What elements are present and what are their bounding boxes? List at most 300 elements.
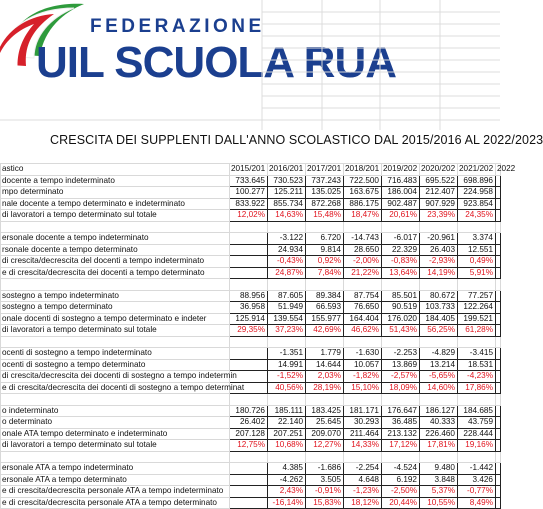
value-cell[interactable] xyxy=(230,474,268,486)
table-row xyxy=(1,256,501,268)
value-cell[interactable]: 21,22% xyxy=(344,267,382,279)
row-label-cell[interactable]: docente a tempo indeterminato xyxy=(1,175,230,187)
uil-scuola-logo xyxy=(0,0,500,118)
value-cell[interactable] xyxy=(496,325,501,337)
table-row xyxy=(1,313,501,325)
value-cell[interactable]: -6.017 xyxy=(382,233,420,245)
table-row xyxy=(1,463,501,475)
value-cell[interactable]: 199.521 xyxy=(458,313,496,325)
value-cell[interactable]: 14.991 xyxy=(268,359,306,371)
value-cell[interactable] xyxy=(496,175,501,187)
table-row xyxy=(1,198,501,210)
table-row xyxy=(1,302,501,314)
value-cell[interactable] xyxy=(496,474,501,486)
value-cell[interactable]: -0,91% xyxy=(306,486,344,498)
value-cell[interactable]: 66.593 xyxy=(306,302,344,314)
value-cell[interactable]: -3.122 xyxy=(268,233,306,245)
value-cell[interactable]: 855.734 xyxy=(268,198,306,210)
value-cell[interactable] xyxy=(344,336,382,348)
value-cell[interactable] xyxy=(344,394,382,406)
value-cell[interactable] xyxy=(496,394,501,406)
table-row xyxy=(1,325,501,337)
row-label-cell[interactable] xyxy=(1,279,230,291)
value-cell[interactable] xyxy=(420,279,458,291)
row-label-cell[interactable] xyxy=(1,394,230,406)
value-cell[interactable]: 14,60% xyxy=(420,382,458,394)
value-cell[interactable] xyxy=(268,279,306,291)
value-cell[interactable]: -1.630 xyxy=(344,348,382,360)
value-cell[interactable] xyxy=(496,279,501,291)
value-cell[interactable]: -1,52% xyxy=(268,371,306,383)
value-cell[interactable]: 923.854 xyxy=(458,198,496,210)
value-cell[interactable]: -2,50% xyxy=(382,486,420,498)
value-cell[interactable]: 14.644 xyxy=(306,359,344,371)
value-cell[interactable]: 139.554 xyxy=(268,313,306,325)
value-cell[interactable]: -1,82% xyxy=(344,371,382,383)
value-cell[interactable]: -4.829 xyxy=(420,348,458,360)
value-cell[interactable]: -4,23% xyxy=(458,371,496,383)
value-cell[interactable] xyxy=(496,486,501,498)
value-cell[interactable] xyxy=(496,463,501,475)
value-cell[interactable]: 43.759 xyxy=(458,417,496,429)
value-cell[interactable] xyxy=(230,336,268,348)
table-row xyxy=(1,371,501,383)
column-header-cell[interactable]: 2017/201 xyxy=(306,164,344,176)
value-cell[interactable]: 907.929 xyxy=(420,198,458,210)
value-cell[interactable] xyxy=(496,348,501,360)
value-cell[interactable]: 207.251 xyxy=(268,428,306,440)
value-cell[interactable]: 51.949 xyxy=(268,302,306,314)
row-label-cell[interactable]: o indeterminato xyxy=(1,405,230,417)
value-cell[interactable] xyxy=(344,279,382,291)
value-cell[interactable]: 18.531 xyxy=(458,359,496,371)
value-cell[interactable] xyxy=(268,394,306,406)
row-label-cell[interactable]: ersonale ATA a tempo indeterminato xyxy=(1,463,230,475)
value-cell[interactable]: 18,09% xyxy=(382,382,420,394)
row-label-cell[interactable]: ersonale ATA a tempo determinato xyxy=(1,474,230,486)
value-cell[interactable]: 17,86% xyxy=(458,382,496,394)
value-cell[interactable] xyxy=(230,486,268,498)
value-cell[interactable]: 6.720 xyxy=(306,233,344,245)
value-cell[interactable] xyxy=(458,394,496,406)
value-cell[interactable]: 7,84% xyxy=(306,267,344,279)
value-cell[interactable] xyxy=(496,187,501,199)
value-cell[interactable]: 737.243 xyxy=(306,175,344,187)
value-cell[interactable] xyxy=(230,267,268,279)
value-cell[interactable] xyxy=(268,451,306,463)
table-row xyxy=(1,451,501,463)
row-label-cell[interactable] xyxy=(1,221,230,233)
table-row xyxy=(1,486,501,498)
value-cell[interactable]: 226.460 xyxy=(420,428,458,440)
value-cell[interactable] xyxy=(344,221,382,233)
value-cell[interactable]: 224.958 xyxy=(458,187,496,199)
table-row xyxy=(1,267,501,279)
value-cell[interactable]: 103.733 xyxy=(420,302,458,314)
value-cell[interactable]: 37,23% xyxy=(268,325,306,337)
row-label-cell[interactable] xyxy=(1,451,230,463)
value-cell[interactable] xyxy=(230,256,268,268)
value-cell[interactable]: 125.914 xyxy=(230,313,268,325)
value-cell[interactable]: 88.956 xyxy=(230,290,268,302)
value-cell[interactable]: 4.648 xyxy=(344,474,382,486)
table-row xyxy=(1,187,501,199)
value-cell[interactable] xyxy=(496,221,501,233)
value-cell[interactable]: 5,91% xyxy=(458,267,496,279)
logo-federazione-text: FEDERAZIONE xyxy=(90,16,265,37)
value-cell[interactable]: 17,81% xyxy=(420,440,458,452)
value-cell[interactable] xyxy=(458,279,496,291)
row-label-cell[interactable]: e di crescita/decrescita personale ATA a tempo indeterminato xyxy=(1,486,230,498)
row-label-cell[interactable]: ocenti di sostegno a tempo indeterminato xyxy=(1,348,230,360)
value-cell[interactable]: 25.645 xyxy=(306,417,344,429)
value-cell[interactable]: -2,57% xyxy=(382,371,420,383)
value-cell[interactable] xyxy=(496,233,501,245)
value-cell[interactable]: 28,19% xyxy=(306,382,344,394)
value-cell[interactable]: -5,65% xyxy=(420,371,458,383)
value-cell[interactable]: 13.214 xyxy=(420,359,458,371)
value-cell[interactable]: 207.128 xyxy=(230,428,268,440)
value-cell[interactable]: 26.402 xyxy=(230,417,268,429)
row-label-cell[interactable]: mpo determinato xyxy=(1,187,230,199)
value-cell[interactable]: 42,69% xyxy=(306,325,344,337)
value-cell[interactable] xyxy=(496,198,501,210)
table-row xyxy=(1,221,501,233)
value-cell[interactable] xyxy=(496,244,501,256)
logo-main-text: UIL SCUOLA RUA xyxy=(36,38,396,87)
value-cell[interactable]: 212.407 xyxy=(420,187,458,199)
value-cell[interactable]: 184.685 xyxy=(458,405,496,417)
value-cell[interactable] xyxy=(306,279,344,291)
table-row xyxy=(1,175,501,187)
value-cell[interactable] xyxy=(496,290,501,302)
value-cell[interactable]: 902.487 xyxy=(382,198,420,210)
value-cell[interactable]: 2,03% xyxy=(306,371,344,383)
value-cell[interactable]: 186.127 xyxy=(420,405,458,417)
value-cell[interactable]: 100.277 xyxy=(230,187,268,199)
value-cell[interactable]: 26.403 xyxy=(420,244,458,256)
value-cell[interactable]: -3.415 xyxy=(458,348,496,360)
value-cell[interactable]: 176.020 xyxy=(382,313,420,325)
value-cell[interactable] xyxy=(496,302,501,314)
value-cell[interactable]: 183.425 xyxy=(306,405,344,417)
table-row xyxy=(1,359,501,371)
row-label-cell[interactable]: di crescita/decrescita del docenti a tempo indeterminato xyxy=(1,256,230,268)
value-cell[interactable]: -0,77% xyxy=(458,486,496,498)
value-cell[interactable]: 89.384 xyxy=(306,290,344,302)
table-row xyxy=(1,336,501,348)
row-label-cell[interactable]: e di crescita/decrescita dei docenti di sostegno a tempo determinat xyxy=(2,382,245,392)
value-cell[interactable]: 5,37% xyxy=(420,486,458,498)
value-cell[interactable] xyxy=(306,394,344,406)
value-cell[interactable]: 0,49% xyxy=(458,256,496,268)
value-cell[interactable]: 4.385 xyxy=(268,463,306,475)
row-label-cell[interactable]: ersonale docente a tempo indeterminato xyxy=(1,233,230,245)
table-row xyxy=(1,290,501,302)
row-label-cell[interactable]: e di crescita/decrescita personale ATA a tempo determinato xyxy=(1,497,230,509)
value-cell[interactable]: 28.650 xyxy=(344,244,382,256)
value-cell[interactable]: 12.551 xyxy=(458,244,496,256)
row-label-cell[interactable]: astico xyxy=(1,164,230,176)
value-cell[interactable]: 155.977 xyxy=(306,313,344,325)
value-cell[interactable]: 211.464 xyxy=(344,428,382,440)
value-cell[interactable] xyxy=(382,221,420,233)
value-cell[interactable]: 40.333 xyxy=(420,417,458,429)
value-cell[interactable] xyxy=(496,313,501,325)
value-cell[interactable]: 10,55% xyxy=(420,497,458,509)
column-header-cell[interactable]: 2015/201 xyxy=(230,164,268,176)
value-cell[interactable]: 164.404 xyxy=(344,313,382,325)
value-cell[interactable] xyxy=(230,497,268,509)
value-cell[interactable]: 15,48% xyxy=(306,210,344,222)
value-cell[interactable]: 2,43% xyxy=(268,486,306,498)
table-row xyxy=(1,440,501,452)
value-cell[interactable]: 15,83% xyxy=(306,497,344,509)
table-row xyxy=(1,405,501,417)
table-row xyxy=(1,428,501,440)
value-cell[interactable]: -1,23% xyxy=(344,486,382,498)
value-cell[interactable]: 36.485 xyxy=(382,417,420,429)
table-row xyxy=(1,244,501,256)
value-cell[interactable] xyxy=(382,394,420,406)
row-label-cell[interactable]: ocenti di sostegno a tempo determinato xyxy=(1,359,230,371)
value-cell[interactable]: 833.922 xyxy=(230,198,268,210)
value-cell[interactable] xyxy=(496,417,501,429)
value-cell[interactable] xyxy=(230,348,268,360)
column-header-cell[interactable]: 2016/201 xyxy=(268,164,306,176)
value-cell[interactable]: 125.211 xyxy=(268,187,306,199)
value-cell[interactable]: 36.958 xyxy=(230,302,268,314)
value-cell[interactable]: 3.426 xyxy=(458,474,496,486)
value-cell[interactable]: 15,10% xyxy=(344,382,382,394)
value-cell[interactable]: 722.500 xyxy=(344,175,382,187)
value-cell[interactable] xyxy=(458,221,496,233)
value-cell[interactable]: 3.848 xyxy=(420,474,458,486)
value-cell[interactable]: 61,28% xyxy=(458,325,496,337)
value-cell[interactable]: 6.192 xyxy=(382,474,420,486)
value-cell[interactable]: 176.647 xyxy=(382,405,420,417)
value-cell[interactable] xyxy=(230,279,268,291)
sheet-title: CRESCITA DEI SUPPLENTI DALL'ANNO SCOLASTICO DAL 2015/2016 AL 2022/2023 xyxy=(50,133,543,147)
value-cell[interactable]: 8,49% xyxy=(458,497,496,509)
value-cell[interactable]: 3.374 xyxy=(458,233,496,245)
table-row xyxy=(1,279,501,291)
value-cell[interactable]: 163.675 xyxy=(344,187,382,199)
row-label-cell[interactable]: onale docenti di sostegno a tempo determinato e indeter xyxy=(1,313,230,325)
row-label-cell[interactable]: onale ATA tempo determinato e indeterminato xyxy=(1,428,230,440)
value-cell[interactable]: 1.779 xyxy=(306,348,344,360)
value-cell[interactable] xyxy=(458,451,496,463)
value-cell[interactable]: -2.253 xyxy=(382,348,420,360)
value-cell[interactable] xyxy=(420,394,458,406)
value-cell[interactable]: -4.524 xyxy=(382,463,420,475)
value-cell[interactable] xyxy=(496,336,501,348)
value-cell[interactable]: -1.686 xyxy=(306,463,344,475)
value-cell[interactable] xyxy=(420,336,458,348)
value-cell[interactable]: 85.501 xyxy=(382,290,420,302)
value-cell[interactable] xyxy=(230,233,268,245)
value-cell[interactable]: -2,00% xyxy=(344,256,382,268)
value-cell[interactable]: -0,43% xyxy=(268,256,306,268)
value-cell[interactable] xyxy=(382,336,420,348)
value-cell[interactable]: 22.329 xyxy=(382,244,420,256)
row-label-cell[interactable]: e di crescita/decrescita dei docenti a tempo determinato xyxy=(1,267,230,279)
value-cell[interactable] xyxy=(230,221,268,233)
value-cell[interactable]: 24,87% xyxy=(268,267,306,279)
column-header-cell[interactable]: 2018/201 xyxy=(344,164,382,176)
table-row xyxy=(1,210,501,222)
value-cell[interactable] xyxy=(382,451,420,463)
row-label-cell[interactable]: rsonale docente a tempo determinato xyxy=(1,244,230,256)
value-cell[interactable]: 77.257 xyxy=(458,290,496,302)
row-label-cell[interactable]: di lavoratori a tempo determinato sul totale xyxy=(1,325,230,337)
value-cell[interactable]: 698.896 xyxy=(458,175,496,187)
value-cell[interactable]: 135.025 xyxy=(306,187,344,199)
value-cell[interactable]: 716.483 xyxy=(382,175,420,187)
value-cell[interactable]: 12,27% xyxy=(306,440,344,452)
value-cell[interactable] xyxy=(496,210,501,222)
value-cell[interactable]: 122.264 xyxy=(458,302,496,314)
table-row xyxy=(1,164,501,176)
table-row xyxy=(1,417,501,429)
value-cell[interactable]: -14.743 xyxy=(344,233,382,245)
value-cell[interactable]: 13,64% xyxy=(382,267,420,279)
value-cell[interactable]: -1.351 xyxy=(268,348,306,360)
value-cell[interactable] xyxy=(496,371,501,383)
value-cell[interactable]: -2.254 xyxy=(344,463,382,475)
value-cell[interactable]: 40,56% xyxy=(268,382,306,394)
value-cell[interactable] xyxy=(496,497,501,509)
column-header-cell[interactable]: 2019/202 xyxy=(382,164,420,176)
value-cell[interactable]: 695.522 xyxy=(420,175,458,187)
value-cell[interactable]: 46,62% xyxy=(344,325,382,337)
value-cell[interactable] xyxy=(230,359,268,371)
value-cell[interactable]: 10.057 xyxy=(344,359,382,371)
value-cell[interactable]: 10,68% xyxy=(268,440,306,452)
value-cell[interactable]: 228.444 xyxy=(458,428,496,440)
value-cell[interactable]: 181.171 xyxy=(344,405,382,417)
value-cell[interactable] xyxy=(306,221,344,233)
value-cell[interactable] xyxy=(268,221,306,233)
value-cell[interactable] xyxy=(420,221,458,233)
value-cell[interactable]: 12,75% xyxy=(230,440,268,452)
table-row xyxy=(1,382,501,394)
value-cell[interactable]: 18,47% xyxy=(344,210,382,222)
value-cell[interactable]: 76.650 xyxy=(344,302,382,314)
value-cell[interactable]: 22.140 xyxy=(268,417,306,429)
value-cell[interactable]: 87.754 xyxy=(344,290,382,302)
value-cell[interactable] xyxy=(496,256,501,268)
value-cell[interactable]: 733.645 xyxy=(230,175,268,187)
value-cell[interactable]: 209.070 xyxy=(306,428,344,440)
value-cell[interactable]: 18,12% xyxy=(344,497,382,509)
value-cell[interactable]: 9.480 xyxy=(420,463,458,475)
value-cell[interactable]: 185.111 xyxy=(268,405,306,417)
value-cell[interactable]: 13.869 xyxy=(382,359,420,371)
row-label-cell[interactable]: nale docente a tempo determinato e indeterminato xyxy=(1,198,230,210)
data-table xyxy=(0,163,516,509)
value-cell[interactable] xyxy=(420,451,458,463)
value-cell[interactable]: -16,14% xyxy=(268,497,306,509)
value-cell[interactable]: -4.262 xyxy=(268,474,306,486)
row-label-cell[interactable]: di crescita/decrescita dei docenti di sostegno a tempo indetermin xyxy=(2,371,237,381)
value-cell[interactable]: 87.605 xyxy=(268,290,306,302)
value-cell[interactable] xyxy=(306,336,344,348)
value-cell[interactable]: -20.961 xyxy=(420,233,458,245)
value-cell[interactable]: 213.132 xyxy=(382,428,420,440)
value-cell[interactable] xyxy=(382,279,420,291)
value-cell[interactable]: 19,16% xyxy=(458,440,496,452)
value-cell[interactable]: 14,19% xyxy=(420,267,458,279)
value-cell[interactable]: 24.934 xyxy=(268,244,306,256)
row-label-cell[interactable]: di lavoratori a tempo determinato sul totale xyxy=(1,210,230,222)
row-label-cell[interactable] xyxy=(1,336,230,348)
value-cell[interactable]: 0,92% xyxy=(306,256,344,268)
value-cell[interactable] xyxy=(496,428,501,440)
column-header-cell[interactable]: 2020/202 xyxy=(420,164,458,176)
value-cell[interactable] xyxy=(230,394,268,406)
value-cell[interactable]: 3.505 xyxy=(306,474,344,486)
value-cell[interactable]: 23,39% xyxy=(420,210,458,222)
table-row xyxy=(1,394,501,406)
value-cell[interactable] xyxy=(496,359,501,371)
value-cell[interactable]: 20,44% xyxy=(382,497,420,509)
value-cell[interactable] xyxy=(496,267,501,279)
value-cell[interactable]: 80.672 xyxy=(420,290,458,302)
column-header-cell[interactable]: 2022 xyxy=(497,164,516,174)
value-cell[interactable]: 51,43% xyxy=(382,325,420,337)
value-cell[interactable]: -0,83% xyxy=(382,256,420,268)
value-cell[interactable] xyxy=(496,440,501,452)
value-cell[interactable] xyxy=(230,244,268,256)
value-cell[interactable] xyxy=(230,463,268,475)
value-cell[interactable] xyxy=(268,336,306,348)
value-cell[interactable]: 886.175 xyxy=(344,198,382,210)
value-cell[interactable]: 9.814 xyxy=(306,244,344,256)
value-cell[interactable]: 872.268 xyxy=(306,198,344,210)
value-cell[interactable] xyxy=(230,451,268,463)
table-row xyxy=(1,497,501,509)
value-cell[interactable]: -1.442 xyxy=(458,463,496,475)
value-cell[interactable] xyxy=(496,382,501,394)
value-cell[interactable]: 12,02% xyxy=(230,210,268,222)
value-cell[interactable] xyxy=(458,336,496,348)
value-cell[interactable]: 29,35% xyxy=(230,325,268,337)
value-cell[interactable] xyxy=(344,451,382,463)
value-cell[interactable]: 56,25% xyxy=(420,325,458,337)
value-cell[interactable] xyxy=(496,451,501,463)
value-cell[interactable]: 184.405 xyxy=(420,313,458,325)
row-label-cell[interactable]: o determinato xyxy=(1,417,230,429)
value-cell[interactable]: 186.004 xyxy=(382,187,420,199)
value-cell[interactable]: 20,61% xyxy=(382,210,420,222)
value-cell[interactable]: 730.523 xyxy=(268,175,306,187)
row-label-cell[interactable]: sostegno a tempo determinato xyxy=(1,302,230,314)
value-cell[interactable]: 180.726 xyxy=(230,405,268,417)
value-cell[interactable]: 90.519 xyxy=(382,302,420,314)
value-cell[interactable] xyxy=(496,405,501,417)
value-cell[interactable]: 24,35% xyxy=(458,210,496,222)
value-cell[interactable]: -2,93% xyxy=(420,256,458,268)
value-cell[interactable]: 14,33% xyxy=(344,440,382,452)
value-cell[interactable]: 14,63% xyxy=(268,210,306,222)
value-cell[interactable] xyxy=(306,451,344,463)
row-label-cell[interactable]: di lavoratori a tempo determinato sul totale xyxy=(1,440,230,452)
row-label-cell[interactable]: sostegno a tempo indeterminato xyxy=(1,290,230,302)
column-header-cell[interactable]: 2021/202 xyxy=(458,164,496,176)
value-cell[interactable]: 17,12% xyxy=(382,440,420,452)
value-cell[interactable]: 30.293 xyxy=(344,417,382,429)
